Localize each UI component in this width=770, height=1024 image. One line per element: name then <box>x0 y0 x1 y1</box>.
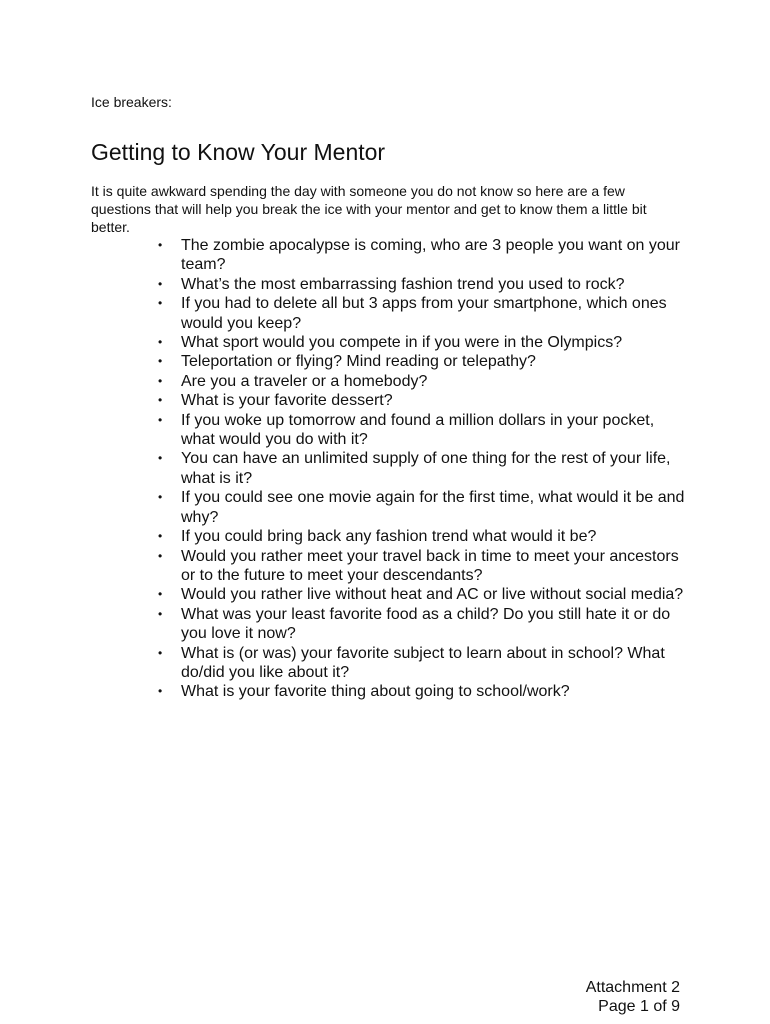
list-item <box>155 488 690 527</box>
list-item <box>155 236 690 275</box>
bullet-icon: • <box>158 238 163 252</box>
list-item <box>155 333 690 352</box>
question-text: If you had to delete all but 3 apps from your smartphone, which ones would you keep? <box>181 295 667 332</box>
question-text: What is (or was) your favorite subject to learn about in school? What do/did you like about it? <box>181 644 665 681</box>
question-text: Are you a traveler or a homebody? <box>181 372 428 390</box>
question-text: What sport would you compete in if you were in the Olympics? <box>181 334 623 352</box>
question-text: Would you rather live without heat and AC or live without social media? <box>181 586 684 604</box>
list-item <box>155 644 690 683</box>
bullet-icon: • <box>158 684 163 699</box>
question-text: If you could bring back any fashion trend what would it be? <box>181 528 597 546</box>
question-text: If you woke up tomorrow and found a million dollars in your pocket, what would you do with it? <box>181 411 655 449</box>
intro-paragraph: It is quite awkward spending the day with someone you do not know so here are a few questions that will help you break the ice with your mentor and get to know them a little bit better. <box>91 183 647 235</box>
question-text: What was your least favorite food as a child? Do you still hate it or do you love it now? <box>181 605 671 643</box>
question-text: If you could see one movie again for the first time, what would it be and why? <box>181 489 685 526</box>
list-item <box>155 682 690 701</box>
list-item <box>155 275 690 294</box>
section-label: Ice breakers: <box>91 94 172 110</box>
list-item <box>155 527 690 546</box>
list-item <box>155 547 690 586</box>
page-number: Page 1 of 9 <box>598 998 680 1015</box>
attachment-label: Attachment 2 <box>585 979 680 996</box>
bullet-icon: • <box>158 412 163 427</box>
bullet-icon: • <box>158 276 163 291</box>
list-item <box>155 449 690 488</box>
list-item <box>155 411 690 450</box>
bullet-icon: • <box>158 451 163 466</box>
bullet-icon: • <box>158 529 163 544</box>
bullet-icon: • <box>158 296 163 311</box>
page-title: Getting to Know Your Mentor <box>91 139 386 165</box>
bullet-icon: • <box>158 587 163 602</box>
bullet-icon: • <box>158 606 163 621</box>
list-item <box>155 391 690 410</box>
list-item <box>155 605 690 644</box>
bullet-icon: • <box>158 490 163 505</box>
bullet-icon: • <box>158 354 163 369</box>
page-footer <box>586 978 680 1016</box>
bullet-icon: • <box>158 335 163 350</box>
bullet-icon: • <box>158 393 163 408</box>
list-item <box>155 352 690 371</box>
list-item <box>155 585 690 604</box>
question-text: What is your favorite thing about going to school/work? <box>181 683 570 701</box>
question-text: Would you rather meet your travel back in time to meet your ancestors or to the future to meet your descendants? <box>181 547 679 584</box>
bullet-icon: • <box>158 373 163 388</box>
question-text: What’s the most embarrassing fashion trend you used to rock? <box>181 275 625 293</box>
list-item <box>155 294 690 333</box>
question-list <box>155 236 690 702</box>
list-item <box>155 372 690 391</box>
bullet-icon: • <box>158 645 163 660</box>
question-text: What is your favorite dessert? <box>181 392 393 410</box>
question-text: You can have an unlimited supply of one thing for the rest of your life, what is it? <box>181 450 671 487</box>
question-text: The zombie apocalypse is coming, who are 3 people you want on your team? <box>181 237 680 274</box>
bullet-icon: • <box>158 548 163 563</box>
question-text: Teleportation or flying? Mind reading or telepathy? <box>181 353 536 371</box>
